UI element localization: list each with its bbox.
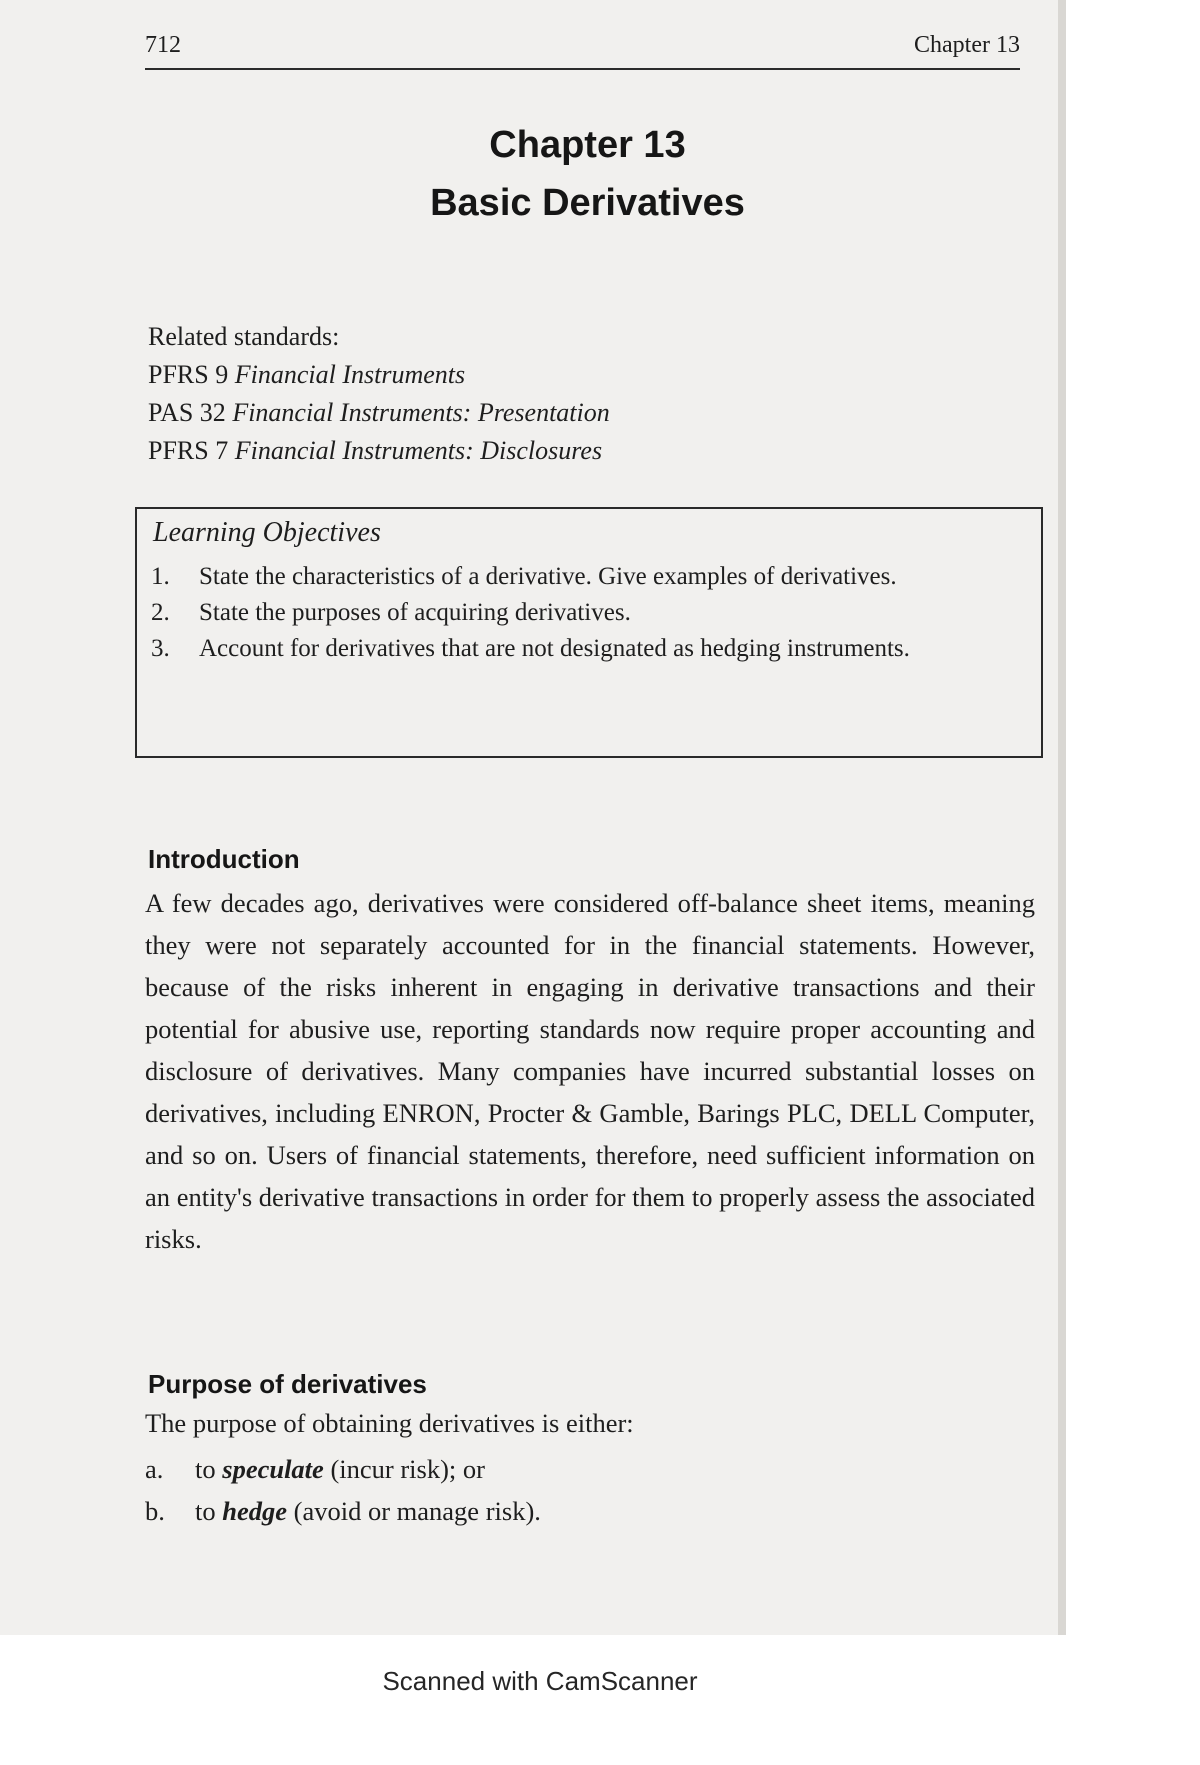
purpose-text (195, 1490, 541, 1532)
chapter-label: Chapter 13 (489, 124, 686, 166)
objective-number: 3. (151, 635, 170, 662)
objective-item (151, 595, 1027, 631)
introduction-paragraph: A few decades ago, derivatives were considered off-balance sheet items, meaning they were not separately accounted for in the financial statements. However, because of the risks inherent in engaging in derivative transactions and their potential for abusive use, reporting standards now require proper accounting and disclosure of derivatives. Many companies have incurred substantial losses on derivatives, including ENRON, Procter & Gamble, Barings PLC, DELL Computer, and so on. Users of financial statements, therefore, need sufficient information on an entity's derivative transactions in order for them to properly assess the associated risks. (145, 888, 1035, 1254)
objective-text: State the characteristics of a derivative. Give examples of derivatives. (199, 563, 897, 590)
standard-code: PAS 32 (148, 398, 226, 427)
running-head: Chapter 13 (914, 32, 1020, 58)
objective-text: State the purposes of acquiring derivatives. (199, 599, 631, 626)
objective-number: 2. (151, 599, 170, 626)
chapter-title: Basic Derivatives (430, 182, 745, 224)
purpose-text (195, 1448, 485, 1490)
standard-title: Financial Instruments (234, 360, 466, 389)
standard-title: Financial Instruments: Presentation (232, 398, 610, 427)
related-standards (148, 318, 610, 470)
standard-title: Financial Instruments: Disclosures (234, 436, 603, 465)
introduction-heading: Introduction (148, 844, 300, 874)
purpose-item (145, 1448, 541, 1490)
standard-item (148, 432, 610, 470)
page-header (145, 32, 1020, 70)
objective-number: 1. (151, 563, 170, 590)
purpose-list (145, 1448, 541, 1532)
page-number: 712 (145, 32, 181, 58)
objective-text: Account for derivatives that are not designated as hedging instruments. (199, 635, 910, 662)
standard-item (148, 356, 610, 394)
purpose-suffix: (avoid or manage risk). (287, 1496, 541, 1526)
learning-objectives-heading: Learning Objectives (153, 517, 381, 548)
objective-item (151, 631, 1027, 667)
standard-code: PFRS 7 (148, 436, 229, 465)
purpose-letter: a. (145, 1454, 164, 1484)
purpose-item (145, 1490, 541, 1532)
purpose-suffix: (incur risk); or (323, 1454, 485, 1484)
purpose-letter: b. (145, 1496, 165, 1526)
learning-objectives-list (151, 559, 1027, 667)
purpose-heading: Purpose of derivatives (148, 1369, 427, 1399)
purpose-term: speculate (222, 1454, 324, 1484)
page-edge (1058, 0, 1066, 1635)
purpose-prefix: to (195, 1496, 223, 1526)
purpose-term: hedge (222, 1496, 288, 1526)
scanner-watermark: Scanned with CamScanner (382, 1666, 698, 1696)
purpose-lead-text: The purpose of obtaining derivatives is either: (145, 1408, 634, 1438)
related-standards-label: Related standards: (148, 322, 340, 351)
purpose-prefix: to (195, 1454, 223, 1484)
standard-code: PFRS 9 (148, 360, 229, 389)
learning-objectives-box (135, 507, 1043, 758)
standard-item (148, 394, 610, 432)
objective-item (151, 559, 1027, 595)
